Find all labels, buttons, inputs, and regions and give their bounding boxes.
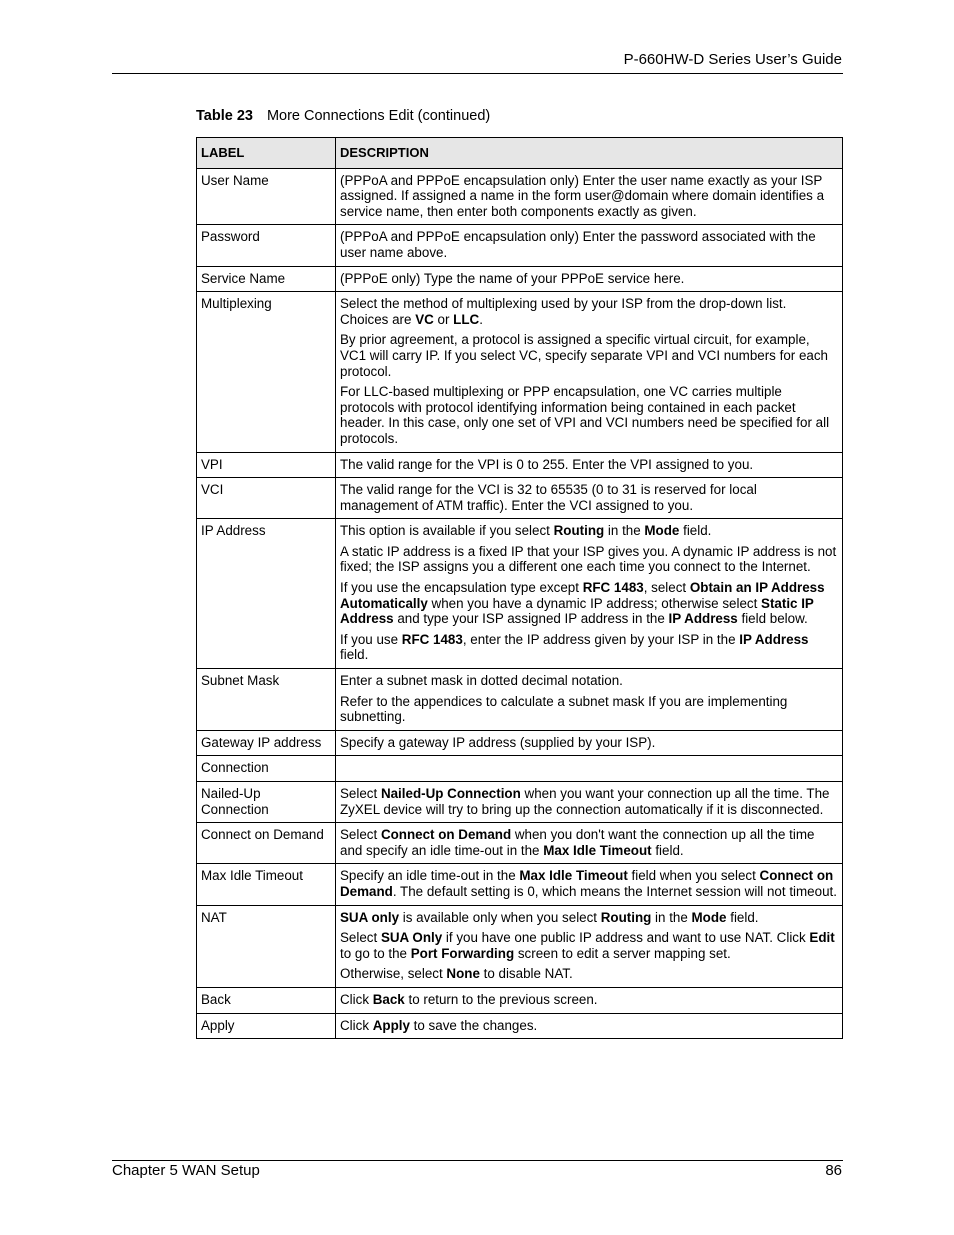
description-paragraph: Select Nailed-Up Connection when you want your connection up all the time. The ZyXEL device will try to bring up the connection automatically if it is disconnected. xyxy=(340,786,830,817)
row-label: Subnet Mask xyxy=(197,669,336,731)
row-label: VCI xyxy=(197,478,336,519)
row-description xyxy=(336,669,843,731)
row-label: Connect on Demand xyxy=(197,823,336,864)
footer-chapter: Chapter 5 WAN Setup xyxy=(112,1162,260,1179)
description-paragraph: (PPPoA and PPPoE encapsulation only) Enter the user name exactly as your ISP assigned. If assigned a name in the form user@domain where domain identifies a service name, then enter both components exactly as given. xyxy=(340,172,825,219)
table-row xyxy=(197,864,843,905)
row-label: Password xyxy=(197,225,336,266)
row-description xyxy=(336,452,843,478)
column-header-label: LABEL xyxy=(197,138,336,169)
row-label: Connection xyxy=(197,756,336,782)
description-paragraph: (PPPoA and PPPoE encapsulation only) Enter the password associated with the user name above. xyxy=(340,229,816,260)
row-description xyxy=(336,1013,843,1039)
description-paragraph: SUA only is available only when you select Routing in the Mode field. xyxy=(340,909,759,925)
description-paragraph: For LLC-based multiplexing or PPP encapsulation, one VC carries multiple protocols with protocol identifying information being contained in each packet header. In this case, only one set of VPI and VCI numbers need be specified for all protocols. xyxy=(340,384,830,446)
table-body xyxy=(197,168,843,1039)
description-paragraph: This option is available if you select Routing in the Mode field. xyxy=(340,523,712,539)
table-caption xyxy=(196,108,490,124)
description-paragraph: Select the method of multiplexing used by your ISP from the drop-down list. Choices are VC or LLC. xyxy=(340,296,787,327)
table-row xyxy=(197,756,843,782)
description-paragraph: Click Apply to save the changes. xyxy=(340,1017,538,1033)
row-description xyxy=(336,864,843,905)
table-number: Table 23 xyxy=(196,108,253,124)
row-description xyxy=(336,478,843,519)
row-label: User Name xyxy=(197,168,336,225)
description-paragraph: The valid range for the VPI is 0 to 255. Enter the VPI assigned to you. xyxy=(340,456,754,472)
row-label: IP Address xyxy=(197,519,336,669)
row-label: VPI xyxy=(197,452,336,478)
row-label: Gateway IP address xyxy=(197,730,336,756)
row-description xyxy=(336,292,843,452)
row-label: Back xyxy=(197,987,336,1013)
connections-edit-table xyxy=(196,137,843,1039)
description-paragraph: By prior agreement, a protocol is assigned a specific virtual circuit, for example, VC1 will carry IP. If you select VC, specify separate VPI and VCI numbers for each protocol. xyxy=(340,332,828,379)
description-paragraph: Select SUA Only if you have one public IP address and want to use NAT. Click Edit to go to the Port Forwarding screen to edit a server mapping set. xyxy=(340,930,835,961)
row-label: Max Idle Timeout xyxy=(197,864,336,905)
table-row xyxy=(197,168,843,225)
table-row xyxy=(197,782,843,823)
description-paragraph: Enter a subnet mask in dotted decimal notation. xyxy=(340,673,623,689)
description-paragraph: If you use RFC 1483, enter the IP address given by your ISP in the IP Address field. xyxy=(340,631,809,663)
row-label: Apply xyxy=(197,1013,336,1039)
row-label: NAT xyxy=(197,905,336,987)
row-description xyxy=(336,782,843,823)
row-label: Service Name xyxy=(197,266,336,292)
row-description xyxy=(336,168,843,225)
row-description xyxy=(336,823,843,864)
row-description xyxy=(336,730,843,756)
description-paragraph: Specify an idle time-out in the Max Idle Timeout field when you select Connect on Demand. The default setting is 0, which means the Internet session will not timeout. xyxy=(340,868,837,899)
table-row xyxy=(197,452,843,478)
description-paragraph: Specify a gateway IP address (supplied by your ISP). xyxy=(340,734,656,750)
row-label: Nailed-Up Connection xyxy=(197,782,336,823)
column-header-description: DESCRIPTION xyxy=(336,138,843,169)
description-paragraph: The valid range for the VCI is 32 to 65535 (0 to 31 is reserved for local management of ATM traffic). Enter the VCI assigned to you. xyxy=(340,482,757,513)
table-row xyxy=(197,225,843,266)
table-row xyxy=(197,987,843,1013)
table-row xyxy=(197,823,843,864)
row-description xyxy=(336,987,843,1013)
row-label: Multiplexing xyxy=(197,292,336,452)
description-paragraph: A static IP address is a fixed IP that your ISP gives you. A dynamic IP address is not fixed; the ISP assigns you a different one each time you connect to the Internet. xyxy=(340,543,837,575)
table-row xyxy=(197,266,843,292)
description-paragraph: Select Connect on Demand when you don't want the connection up all the time and specify an idle time-out in the Max Idle Timeout field. xyxy=(340,827,815,858)
description-paragraph: Refer to the appendices to calculate a subnet mask If you are implementing subnetting. xyxy=(340,693,788,725)
row-description xyxy=(336,905,843,987)
table-row xyxy=(197,519,843,669)
row-description xyxy=(336,266,843,292)
table-row xyxy=(197,905,843,987)
table-header-row xyxy=(197,138,843,169)
table-row xyxy=(197,730,843,756)
table-row xyxy=(197,669,843,731)
table-row xyxy=(197,292,843,452)
description-paragraph: If you use the encapsulation type except RFC 1483, select Obtain an IP Address Automatically when you have a dynamic IP address; otherwise select Static IP Address and type your ISP assigned IP address in the IP Address field below. xyxy=(340,580,825,627)
table-title: More Connections Edit (continued) xyxy=(266,108,491,124)
row-description xyxy=(336,225,843,266)
page-number: 86 xyxy=(825,1162,842,1179)
description-paragraph: Click Back to return to the previous screen. xyxy=(340,991,598,1007)
header-divider xyxy=(112,73,843,74)
row-description xyxy=(336,519,843,669)
description-paragraph: Otherwise, select None to disable NAT. xyxy=(340,966,573,982)
row-description xyxy=(336,756,843,782)
footer-divider xyxy=(112,1160,843,1161)
table-row xyxy=(197,1013,843,1039)
running-header: P-660HW-D Series User’s Guide xyxy=(623,51,842,68)
description-paragraph: (PPPoE only) Type the name of your PPPoE service here. xyxy=(340,270,685,286)
table-row xyxy=(197,478,843,519)
